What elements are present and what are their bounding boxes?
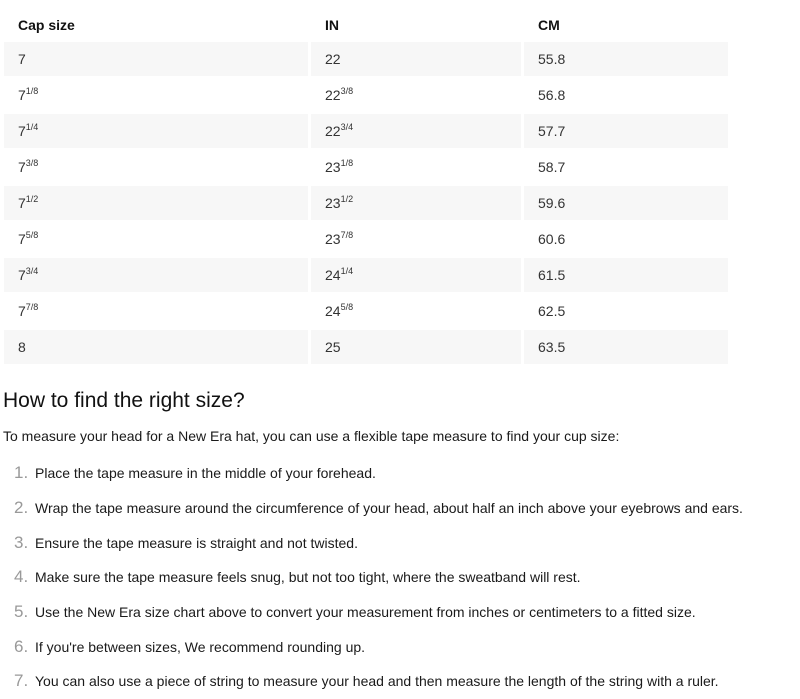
cap-size-cell (4, 330, 308, 366)
inches-fraction: 1/2 (340, 194, 354, 204)
inches-fraction: 3/8 (340, 86, 354, 96)
cap-size-whole: 7 (18, 267, 26, 283)
cm-cell: 62.5 (521, 294, 728, 330)
inches-fraction: 7/8 (340, 230, 354, 240)
inches-cell (308, 150, 521, 186)
table-row (4, 294, 728, 330)
step-text: If you're between sizes, We recommend rounding up. (35, 638, 366, 655)
cap-size-whole: 7 (18, 231, 26, 247)
list-item (14, 491, 743, 526)
list-item (14, 525, 743, 560)
cap-size-fraction: 1/8 (25, 86, 39, 96)
table-row (4, 114, 728, 150)
inches-fraction: 1/8 (340, 158, 354, 168)
inches-cell (308, 294, 521, 330)
size-chart-table (4, 8, 728, 366)
inches-cell (308, 78, 521, 114)
table-row (4, 78, 728, 114)
inches-whole: 23 (325, 231, 341, 247)
cap-size-cell (4, 114, 308, 150)
step-number: 5. (14, 602, 29, 622)
table-row (4, 42, 728, 78)
cap-size-whole: 7 (18, 87, 26, 103)
cm-cell: 57.7 (521, 114, 728, 150)
cap-size-fraction: 3/4 (25, 266, 39, 276)
cm-cell: 63.5 (521, 330, 728, 366)
inches-cell (308, 330, 521, 366)
cap-size-fraction: 7/8 (25, 302, 39, 312)
table-row (4, 222, 728, 258)
table-row (4, 258, 728, 294)
cap-size-cell (4, 222, 308, 258)
inches-whole: 23 (325, 159, 341, 175)
list-item (14, 629, 743, 664)
table-row (4, 150, 728, 186)
step-text: Place the tape measure in the middle of your forehead. (35, 465, 376, 482)
step-text: You can also use a piece of string to measure your head and then measure the length of the string with a ruler. (35, 673, 719, 690)
cap-size-cell (4, 42, 308, 78)
cm-cell: 61.5 (521, 258, 728, 294)
intro-text: To measure your head for a New Era hat, you can use a flexible tape measure to find your cup size: (3, 428, 620, 444)
cap-size-whole: 7 (18, 195, 26, 211)
inches-cell (308, 186, 521, 222)
cap-size-whole: 7 (18, 303, 26, 319)
list-item (14, 560, 743, 595)
inches-whole: 25 (325, 339, 341, 355)
header-inches: IN (308, 8, 521, 42)
cap-size-fraction: 5/8 (25, 230, 39, 240)
cap-size-fraction: 1/4 (25, 122, 39, 132)
inches-whole: 24 (325, 303, 341, 319)
cap-size-fraction: 1/2 (25, 194, 39, 204)
step-number: 6. (14, 636, 29, 656)
cap-size-cell (4, 186, 308, 222)
inches-whole: 22 (325, 87, 341, 103)
inches-whole: 22 (325, 123, 341, 139)
cap-size-cell (4, 150, 308, 186)
step-text: Make sure the tape measure feels snug, but not too tight, where the sweatband will rest. (35, 569, 581, 586)
step-number: 3. (14, 532, 29, 552)
step-text: Wrap the tape measure around the circumference of your head, about half an inch above your eyebrows and ears. (35, 500, 743, 517)
cm-cell: 59.6 (521, 186, 728, 222)
inches-fraction: 3/4 (340, 122, 354, 132)
inches-cell (308, 114, 521, 150)
section-title: How to find the right size? (3, 389, 245, 412)
cm-cell: 60.6 (521, 222, 728, 258)
cm-cell: 55.8 (521, 42, 728, 78)
cap-size-whole: 7 (18, 123, 26, 139)
cm-cell: 58.7 (521, 150, 728, 186)
header-cap-size: Cap size (18, 17, 75, 33)
cap-size-whole: 7 (18, 159, 26, 175)
inches-cell (308, 42, 521, 78)
inches-cell (308, 258, 521, 294)
cap-size-cell (4, 78, 308, 114)
inches-fraction: 5/8 (340, 302, 354, 312)
inches-whole: 23 (325, 195, 341, 211)
inches-whole: 22 (325, 51, 341, 67)
step-number: 4. (14, 567, 29, 587)
list-item (14, 595, 743, 630)
cap-size-fraction: 3/8 (25, 158, 39, 168)
step-text: Use the New Era size chart above to convert your measurement from inches or centimeters to a fitted size. (35, 604, 696, 621)
step-number: 7. (14, 671, 29, 691)
header-centimeters: CM (521, 8, 728, 42)
cap-size-cell (4, 258, 308, 294)
list-item (14, 456, 743, 491)
inches-whole: 24 (325, 267, 341, 283)
table-header-row (4, 8, 728, 42)
step-text: Ensure the tape measure is straight and not twisted. (35, 534, 358, 551)
inches-fraction: 1/4 (340, 266, 354, 276)
table-row (4, 186, 728, 222)
list-item (14, 664, 743, 699)
measurement-steps-list (14, 456, 743, 699)
cap-size-cell (4, 294, 308, 330)
cm-cell: 56.8 (521, 78, 728, 114)
step-number: 1. (14, 463, 29, 483)
cap-size-whole: 8 (18, 339, 26, 355)
cap-size-whole: 7 (18, 51, 26, 67)
step-number: 2. (14, 498, 29, 518)
table-row (4, 330, 728, 366)
inches-cell (308, 222, 521, 258)
